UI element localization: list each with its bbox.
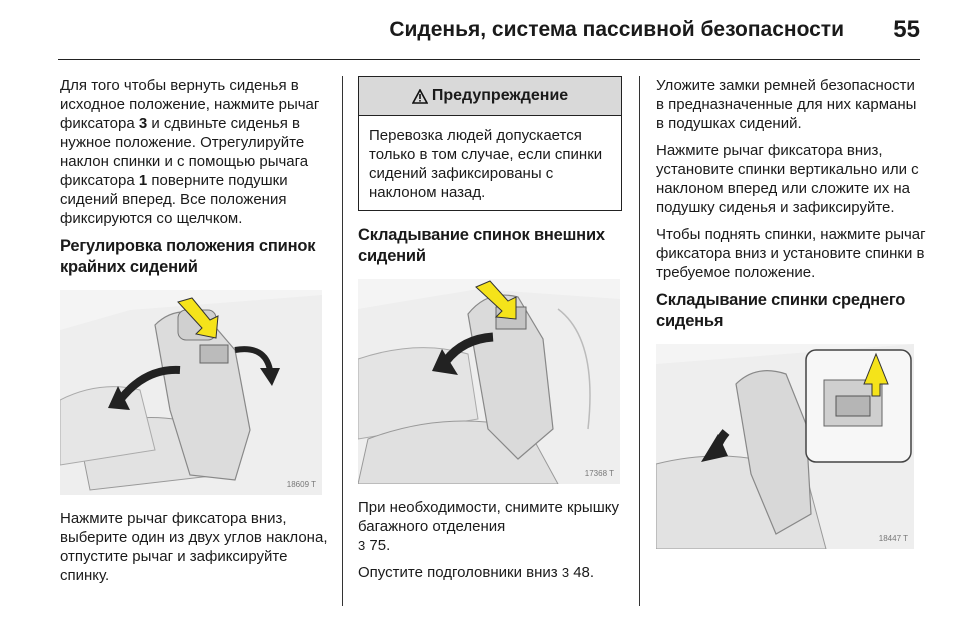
column-left [60, 76, 330, 593]
warning-box [358, 76, 622, 211]
text-run: и сдвиньте сиденья в нужное положение. Отрегулируйте наклон спинки и с помощью рычага фиксатора [60, 115, 309, 189]
page-title: Сиденья, система пассивной безопасности [389, 18, 844, 41]
page-ref-icon: 3 [561, 565, 570, 580]
column-right [656, 76, 926, 549]
center-seat-fold-illustration [656, 344, 914, 549]
lever-ref-1: 1 [138, 172, 148, 189]
figure-code: 18609 T [286, 480, 316, 489]
figure-outer-seat-recline [60, 290, 322, 495]
figure-center-seat-fold [656, 344, 914, 549]
column-divider-2 [639, 76, 640, 606]
paragraph-raise-backrests: Чтобы поднять спинки, нажмите рычаг фиксатора вниз и установите спинки в требуемое положение. [656, 226, 926, 281]
page-ref-48[interactable]: 48. [573, 564, 595, 581]
page-ref-75[interactable]: 75. [369, 537, 391, 554]
page-number: 55 [893, 16, 920, 43]
paragraph-remove-cover [358, 498, 622, 555]
paragraph-lower-headrests [358, 563, 622, 582]
heading-outer-backrest-adjust: Регулировка положения спинок крайних сидений [60, 237, 316, 276]
seat-fold-illustration [358, 279, 620, 484]
heading-center-backrest-fold: Складывание спинки среднего сиденья [656, 291, 906, 330]
seat-recline-illustration [60, 290, 322, 495]
warning-triangle-icon [412, 89, 428, 104]
column-divider-1 [342, 76, 343, 606]
text-run: поверните подушки сидений вперед. Все положения фиксируются со щелчком. [60, 172, 288, 227]
column-middle [358, 76, 622, 590]
figure-code: 18447 T [878, 534, 908, 543]
warning-title: Предупреждение [431, 87, 569, 104]
warning-body [359, 116, 621, 210]
text-run: При необходимости, снимите крышку багажного отделения [358, 499, 619, 535]
text-run: Для того чтобы вернуть сиденья в исходное положение, нажмите рычаг фиксатора [60, 77, 320, 132]
page-header [0, 0, 960, 62]
paragraph-reset-seats [60, 76, 330, 228]
warning-header [359, 77, 621, 116]
figure-outer-seat-fold [358, 279, 620, 484]
paragraph-recline-instructions: Нажмите рычаг фиксатора вниз, выберите один из двух углов наклона, отпустите рычаг и зафиксируйте спинку. [60, 510, 328, 584]
heading-outer-backrest-fold: Складывание спинок внешних сидений [358, 226, 605, 265]
warning-text: Перевозка людей допускается только в том случае, если спинки сидений зафиксированы с наклоном назад. [369, 127, 603, 201]
lever-ref-3: 3 [138, 115, 148, 132]
text-run: Опустите подголовники вниз [358, 564, 558, 581]
page-ref-icon: 3 [358, 538, 366, 553]
header-rule [58, 59, 920, 60]
paragraph-fold-procedure: Нажмите рычаг фиксатора вниз, установите спинки вертикально или с наклоном вперед или сложите их на подушку сиденья и зафиксируйте. [656, 142, 919, 216]
figure-code: 17368 T [584, 469, 614, 478]
paragraph-buckles: Уложите замки ремней безопасности в предназначенные для них карманы в подушках сидений. [656, 77, 917, 132]
